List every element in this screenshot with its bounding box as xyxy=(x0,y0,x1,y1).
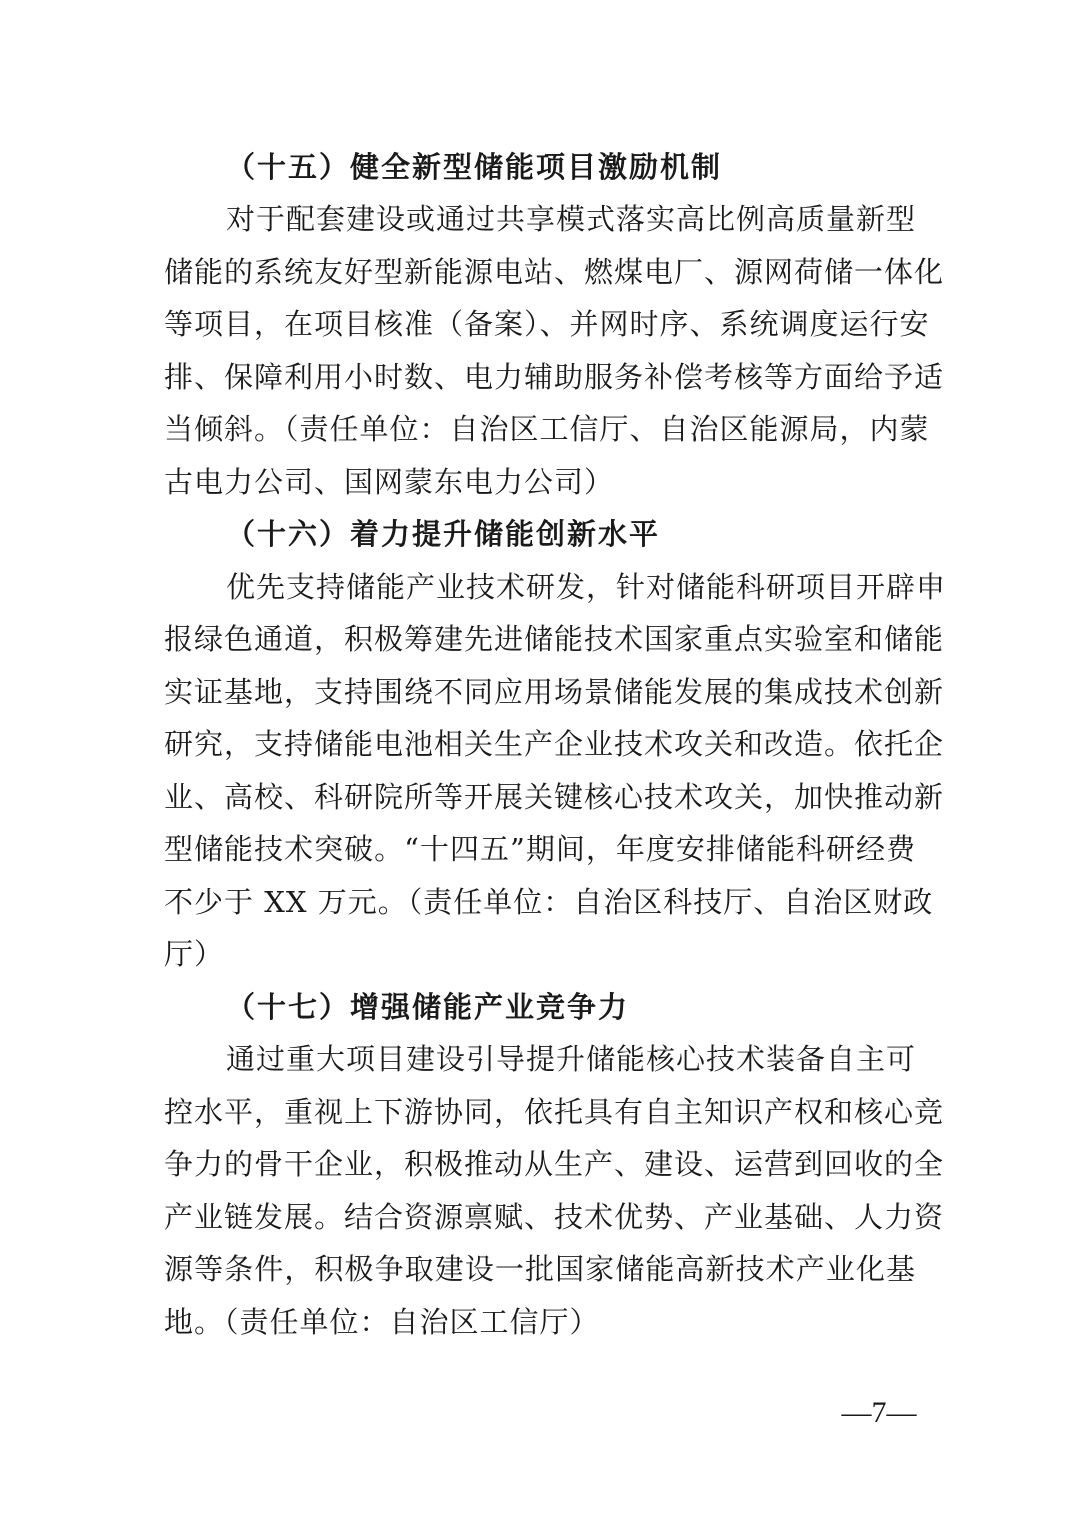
section-heading-15: （十五）健全新型储能项目激励机制 xyxy=(226,150,723,184)
paragraph-line: 排、保障利用小时数、电力辅助服务补偿考核等方面给予适 xyxy=(164,360,945,394)
paragraph-line: 厅） xyxy=(164,937,225,971)
section-heading-16: （十六）着力提升储能创新水平 xyxy=(226,517,661,551)
paragraph-line: 等项目，在项目核准（备案）、并网时序、系统调度运行安 xyxy=(164,307,930,341)
paragraph-line: 源等条件，积极争取建设一批国家储能高新技术产业化基 xyxy=(164,1252,916,1286)
paragraph-line: 报绿色通道，积极筹建先进储能技术国家重点实验室和储能 xyxy=(164,622,945,656)
paragraph-line: 业、高校、科研院所等开展关键核心技术攻关，加快推动新 xyxy=(164,780,945,814)
paragraph-line: 产业链发展。结合资源禀赋、技术优势、产业基础、人力资 xyxy=(164,1200,945,1234)
paragraph-line: 优先支持储能产业技术研发，针对储能科研项目开辟申 xyxy=(226,570,947,604)
paragraph-line: 当倾斜。（责任单位：自治区工信厅、自治区能源局，内蒙 xyxy=(164,412,930,446)
paragraph-line: 古电力公司、国网蒙东电力公司） xyxy=(164,465,615,499)
paragraph-line: 实证基地，支持围绕不同应用场景储能发展的集成技术创新 xyxy=(164,675,945,709)
paragraph-line: 控水平，重视上下游协同，依托具有自主知识产权和核心竞 xyxy=(164,1095,945,1129)
paragraph-line: 对于配套建设或通过共享模式落实高比例高质量新型 xyxy=(226,202,917,236)
paragraph-line: 不少于 XX 万元。（责任单位：自治区科技厅、自治区财政 xyxy=(164,885,934,919)
paragraph-line: 地。（责任单位：自治区工信厅） xyxy=(164,1305,600,1339)
paragraph-line: 储能的系统友好型新能源电站、燃煤电厂、源网荷储一体化 xyxy=(164,255,945,289)
section-heading-17: （十七）增强储能产业竞争力 xyxy=(226,990,630,1024)
paragraph-line: 型储能技术突破。“十四五”期间，年度安排储能科研经费 xyxy=(164,832,916,866)
paragraph-line: 争力的骨干企业，积极推动从生产、建设、运营到回收的全 xyxy=(164,1147,945,1181)
paragraph-line: 研究，支持储能电池相关生产企业技术攻关和改造。依托企 xyxy=(164,727,945,761)
page-number: —7— xyxy=(841,1396,917,1429)
paragraph-line: 通过重大项目建设引导提升储能核心技术装备自主可 xyxy=(226,1042,917,1076)
